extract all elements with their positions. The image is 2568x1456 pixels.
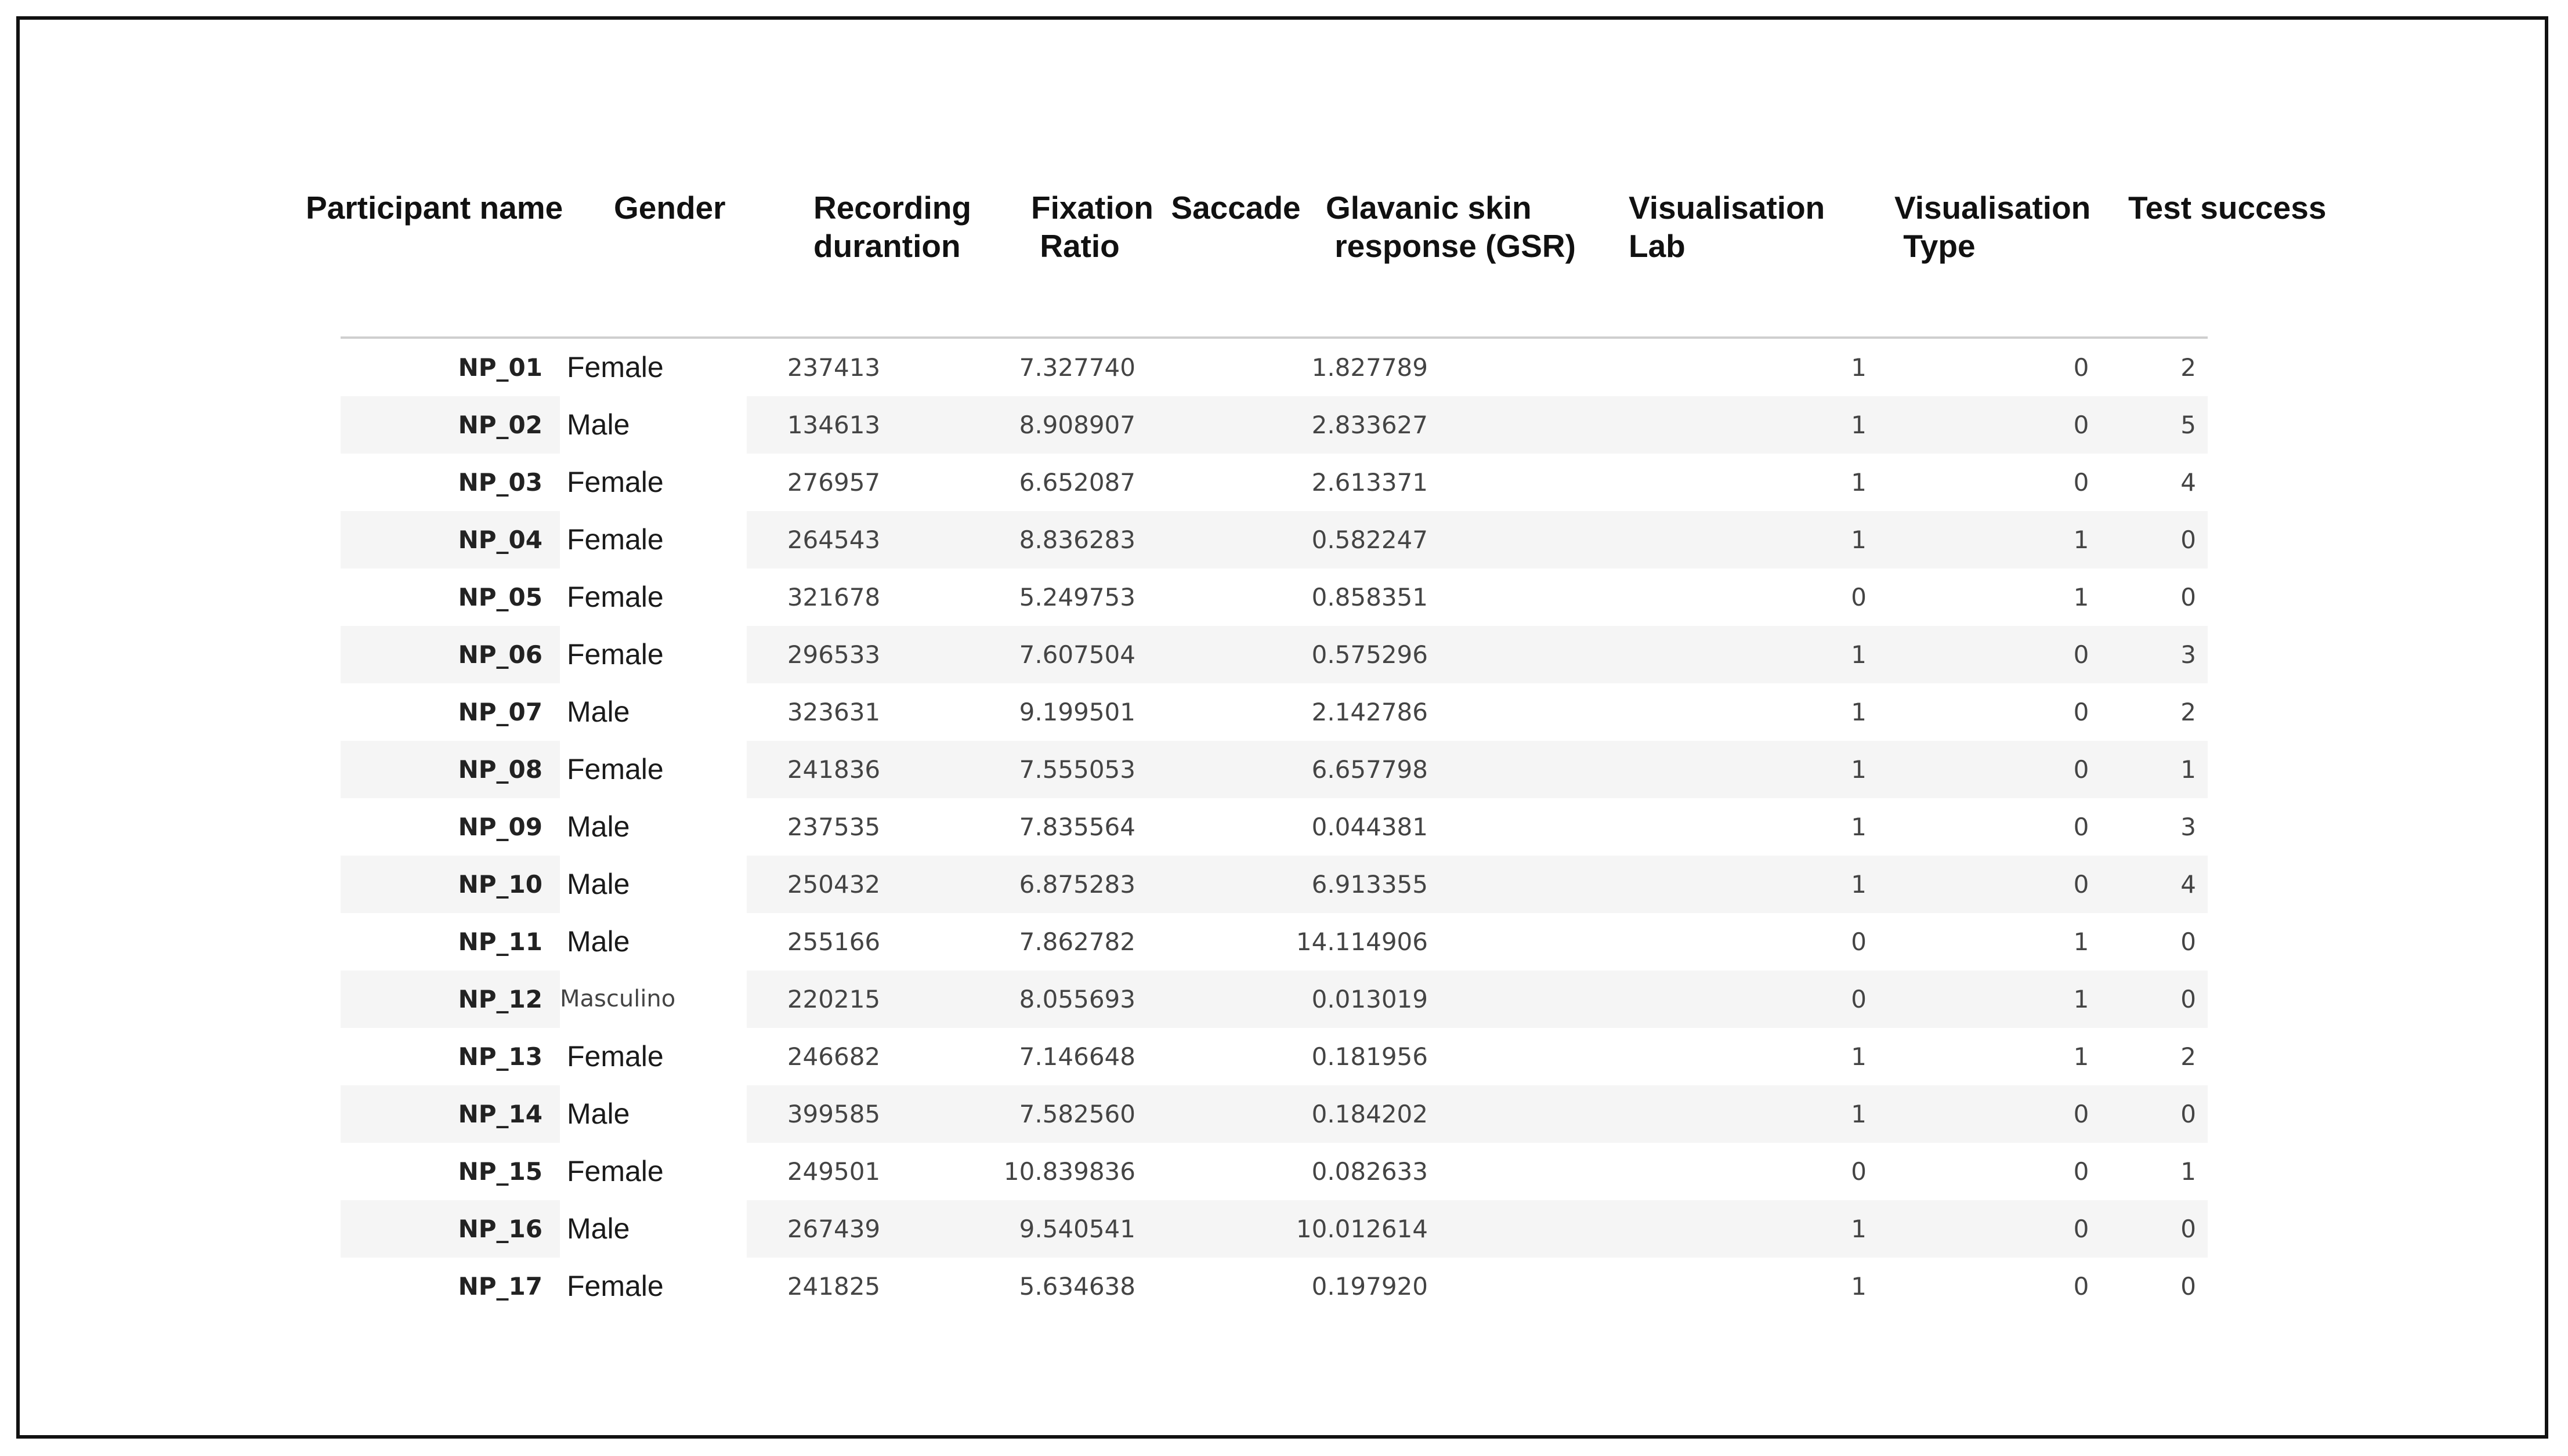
gsr-cell: 2.613371 bbox=[1311, 468, 1428, 497]
participant-name-cell: NP_11 bbox=[458, 928, 542, 956]
fixation-saccade-ratio-cell: 8.055693 bbox=[1019, 985, 1135, 1013]
fixation-saccade-ratio-cell: 8.908907 bbox=[1019, 411, 1135, 439]
test-success-cell: 5 bbox=[2180, 411, 2196, 439]
recording-duration-cell: 134613 bbox=[787, 411, 881, 439]
gsr-cell: 0.582247 bbox=[1311, 526, 1428, 554]
table-row bbox=[341, 1258, 2208, 1315]
recording-duration-cell: 399585 bbox=[787, 1100, 881, 1128]
visualisation-type-cell: 1 bbox=[2073, 985, 2089, 1013]
table-row bbox=[341, 1143, 2208, 1200]
test-success-cell: 0 bbox=[2180, 1100, 2196, 1128]
gender-cell: Male bbox=[560, 1200, 747, 1258]
table-row bbox=[341, 568, 2208, 626]
gsr-cell: 0.013019 bbox=[1311, 985, 1428, 1013]
test-success-cell: 0 bbox=[2180, 1215, 2196, 1243]
visualisation-lab-cell: 1 bbox=[1851, 353, 1867, 382]
gsr-cell: 0.197920 bbox=[1311, 1272, 1428, 1301]
visualisation-lab-cell: 1 bbox=[1851, 755, 1867, 784]
visualisation-lab-cell: 0 bbox=[1851, 985, 1867, 1013]
gender-cell: Female bbox=[560, 626, 747, 683]
participant-name-cell: NP_01 bbox=[458, 353, 542, 382]
gsr-cell: 0.181956 bbox=[1311, 1042, 1428, 1071]
recording-duration-cell: 237413 bbox=[787, 353, 881, 382]
visualisation-type-cell: 1 bbox=[2073, 583, 2089, 611]
test-success-cell: 4 bbox=[2180, 468, 2196, 497]
table-row bbox=[341, 454, 2208, 511]
test-success-cell: 0 bbox=[2180, 526, 2196, 554]
visualisation-lab-cell: 1 bbox=[1851, 411, 1867, 439]
visualisation-lab-cell: 1 bbox=[1851, 468, 1867, 497]
recording-duration-cell: 323631 bbox=[787, 698, 881, 726]
fixation-saccade-ratio-cell: 5.249753 bbox=[1019, 583, 1135, 611]
recording-duration-cell: 267439 bbox=[787, 1215, 881, 1243]
gender-cell: Female bbox=[560, 454, 747, 511]
recording-duration-cell: 237535 bbox=[787, 813, 881, 841]
visualisation-lab-cell: 1 bbox=[1851, 1100, 1867, 1128]
participant-name-cell: NP_13 bbox=[458, 1042, 542, 1071]
gsr-cell: 0.858351 bbox=[1311, 583, 1428, 611]
test-success-cell: 4 bbox=[2180, 870, 2196, 899]
visualisation-type-cell: 0 bbox=[2073, 640, 2089, 669]
visualisation-type-cell: 0 bbox=[2073, 870, 2089, 899]
gender-cell: Female bbox=[560, 741, 747, 798]
visualisation-lab-cell: 1 bbox=[1851, 870, 1867, 899]
fixation-saccade-ratio-cell: 7.555053 bbox=[1019, 755, 1135, 784]
table-row bbox=[341, 511, 2208, 568]
participant-name-cell: NP_14 bbox=[458, 1100, 542, 1128]
gender-cell: Female bbox=[560, 1258, 747, 1315]
gender-cell: Female bbox=[560, 511, 747, 568]
recording-duration-cell: 220215 bbox=[787, 985, 881, 1013]
header-gender: Gender bbox=[614, 190, 726, 226]
participant-name-cell: NP_07 bbox=[458, 698, 542, 726]
header-participant-name: Participant name bbox=[306, 190, 563, 226]
test-success-cell: 0 bbox=[2180, 1272, 2196, 1301]
table-row bbox=[341, 396, 2208, 454]
gsr-cell: 0.044381 bbox=[1311, 813, 1428, 841]
recording-duration-cell: 296533 bbox=[787, 640, 881, 669]
visualisation-type-cell: 1 bbox=[2073, 526, 2089, 554]
table-row bbox=[341, 683, 2208, 741]
test-success-cell: 3 bbox=[2180, 640, 2196, 669]
test-success-cell: 0 bbox=[2180, 985, 2196, 1013]
fixation-saccade-ratio-cell: 5.634638 bbox=[1019, 1272, 1135, 1301]
gsr-cell: 10.012614 bbox=[1296, 1215, 1428, 1243]
fixation-saccade-ratio-cell: 7.862782 bbox=[1019, 928, 1135, 956]
visualisation-lab-cell: 1 bbox=[1851, 1272, 1867, 1301]
recording-duration-cell: 276957 bbox=[787, 468, 881, 497]
header-visualisation-lab: Visualisation Lab bbox=[1629, 190, 1825, 264]
visualisation-type-cell: 0 bbox=[2073, 1100, 2089, 1128]
participant-name-cell: NP_12 bbox=[458, 985, 542, 1013]
gender-cell: Male bbox=[560, 913, 747, 970]
gender-cell: Female bbox=[560, 1143, 747, 1200]
participant-name-cell: NP_10 bbox=[458, 870, 542, 899]
test-success-cell: 2 bbox=[2180, 698, 2196, 726]
gender-cell: Female bbox=[560, 1028, 747, 1085]
fixation-saccade-ratio-cell: 6.875283 bbox=[1019, 870, 1135, 899]
visualisation-type-cell: 0 bbox=[2073, 1215, 2089, 1243]
table-row bbox=[341, 1200, 2208, 1258]
visualisation-type-cell: 1 bbox=[2073, 928, 2089, 956]
header-visualisation-type: Visualisation Type bbox=[1894, 190, 2091, 264]
visualisation-type-cell: 0 bbox=[2073, 755, 2089, 784]
header-recording-duration: Recording durantion bbox=[813, 190, 971, 264]
participant-name-cell: NP_16 bbox=[458, 1215, 542, 1243]
fixation-saccade-ratio-cell: 8.836283 bbox=[1019, 526, 1135, 554]
test-success-cell: 3 bbox=[2180, 813, 2196, 841]
visualisation-lab-cell: 1 bbox=[1851, 526, 1867, 554]
participant-name-cell: NP_03 bbox=[458, 468, 542, 497]
gender-cell: Male bbox=[560, 683, 747, 741]
visualisation-lab-cell: 1 bbox=[1851, 640, 1867, 669]
gsr-cell: 0.184202 bbox=[1311, 1100, 1428, 1128]
table-row bbox=[341, 626, 2208, 683]
visualisation-type-cell: 0 bbox=[2073, 1157, 2089, 1186]
table-row bbox=[341, 1028, 2208, 1085]
table-row bbox=[341, 339, 2208, 396]
visualisation-lab-cell: 1 bbox=[1851, 813, 1867, 841]
test-success-cell: 0 bbox=[2180, 583, 2196, 611]
test-success-cell: 1 bbox=[2180, 755, 2196, 784]
gender-cell: Female bbox=[560, 339, 747, 396]
recording-duration-cell: 264543 bbox=[787, 526, 881, 554]
gsr-cell: 2.833627 bbox=[1311, 411, 1428, 439]
test-success-cell: 1 bbox=[2180, 1157, 2196, 1186]
table-row bbox=[341, 913, 2208, 970]
fixation-saccade-ratio-cell: 10.839836 bbox=[1003, 1157, 1135, 1186]
participant-name-cell: NP_05 bbox=[458, 583, 542, 611]
table-row bbox=[341, 970, 2208, 1028]
fixation-saccade-ratio-cell: 7.582560 bbox=[1019, 1100, 1135, 1128]
header-gsr: Glavanic skin response (GSR) bbox=[1326, 190, 1576, 264]
table-row bbox=[341, 798, 2208, 856]
participant-name-cell: NP_06 bbox=[458, 640, 542, 669]
recording-duration-cell: 241825 bbox=[787, 1272, 881, 1301]
table-row bbox=[341, 741, 2208, 798]
gsr-cell: 0.082633 bbox=[1311, 1157, 1428, 1186]
participant-name-cell: NP_04 bbox=[458, 526, 542, 554]
visualisation-type-cell: 0 bbox=[2073, 468, 2089, 497]
visualisation-lab-cell: 0 bbox=[1851, 583, 1867, 611]
visualisation-lab-cell: 0 bbox=[1851, 928, 1867, 956]
gender-cell: Masculino bbox=[560, 970, 747, 1028]
gender-cell: Male bbox=[560, 856, 747, 913]
visualisation-lab-cell: 1 bbox=[1851, 1042, 1867, 1071]
gsr-cell: 6.657798 bbox=[1311, 755, 1428, 784]
visualisation-type-cell: 0 bbox=[2073, 353, 2089, 382]
fixation-saccade-ratio-cell: 9.540541 bbox=[1019, 1215, 1135, 1243]
fixation-saccade-ratio-cell: 7.146648 bbox=[1019, 1042, 1135, 1071]
gsr-cell: 14.114906 bbox=[1296, 928, 1428, 956]
gsr-cell: 2.142786 bbox=[1311, 698, 1428, 726]
test-success-cell: 2 bbox=[2180, 1042, 2196, 1071]
fixation-saccade-ratio-cell: 9.199501 bbox=[1019, 698, 1135, 726]
recording-duration-cell: 249501 bbox=[787, 1157, 881, 1186]
data-table bbox=[341, 339, 2208, 1315]
gender-cell: Male bbox=[560, 1085, 747, 1143]
gsr-cell: 0.575296 bbox=[1311, 640, 1428, 669]
test-success-cell: 0 bbox=[2180, 928, 2196, 956]
recording-duration-cell: 241836 bbox=[787, 755, 881, 784]
table-row bbox=[341, 856, 2208, 913]
recording-duration-cell: 246682 bbox=[787, 1042, 881, 1071]
visualisation-type-cell: 0 bbox=[2073, 411, 2089, 439]
recording-duration-cell: 255166 bbox=[787, 928, 881, 956]
recording-duration-cell: 250432 bbox=[787, 870, 881, 899]
test-success-cell: 2 bbox=[2180, 353, 2196, 382]
gender-cell: Male bbox=[560, 798, 747, 856]
fixation-saccade-ratio-cell: 6.652087 bbox=[1019, 468, 1135, 497]
header-test-success: Test success bbox=[2128, 190, 2327, 226]
participant-name-cell: NP_08 bbox=[458, 755, 542, 784]
participant-name-cell: NP_09 bbox=[458, 813, 542, 841]
visualisation-lab-cell: 1 bbox=[1851, 698, 1867, 726]
visualisation-type-cell: 0 bbox=[2073, 813, 2089, 841]
fixation-saccade-ratio-cell: 7.607504 bbox=[1019, 640, 1135, 669]
gender-cell: Male bbox=[560, 396, 747, 454]
visualisation-type-cell: 1 bbox=[2073, 1042, 2089, 1071]
participant-name-cell: NP_15 bbox=[458, 1157, 542, 1186]
visualisation-lab-cell: 0 bbox=[1851, 1157, 1867, 1186]
fixation-saccade-ratio-cell: 7.327740 bbox=[1019, 353, 1135, 382]
visualisation-type-cell: 0 bbox=[2073, 698, 2089, 726]
participant-name-cell: NP_02 bbox=[458, 411, 542, 439]
fixation-saccade-ratio-cell: 7.835564 bbox=[1019, 813, 1135, 841]
header-fixation-saccade-ratio: Fixation Saccade Ratio bbox=[1031, 190, 1301, 264]
recording-duration-cell: 321678 bbox=[787, 583, 881, 611]
visualisation-lab-cell: 1 bbox=[1851, 1215, 1867, 1243]
gsr-cell: 1.827789 bbox=[1311, 353, 1428, 382]
gender-cell: Female bbox=[560, 568, 747, 626]
gsr-cell: 6.913355 bbox=[1311, 870, 1428, 899]
visualisation-type-cell: 0 bbox=[2073, 1272, 2089, 1301]
participant-name-cell: NP_17 bbox=[458, 1272, 542, 1301]
table-row bbox=[341, 1085, 2208, 1143]
